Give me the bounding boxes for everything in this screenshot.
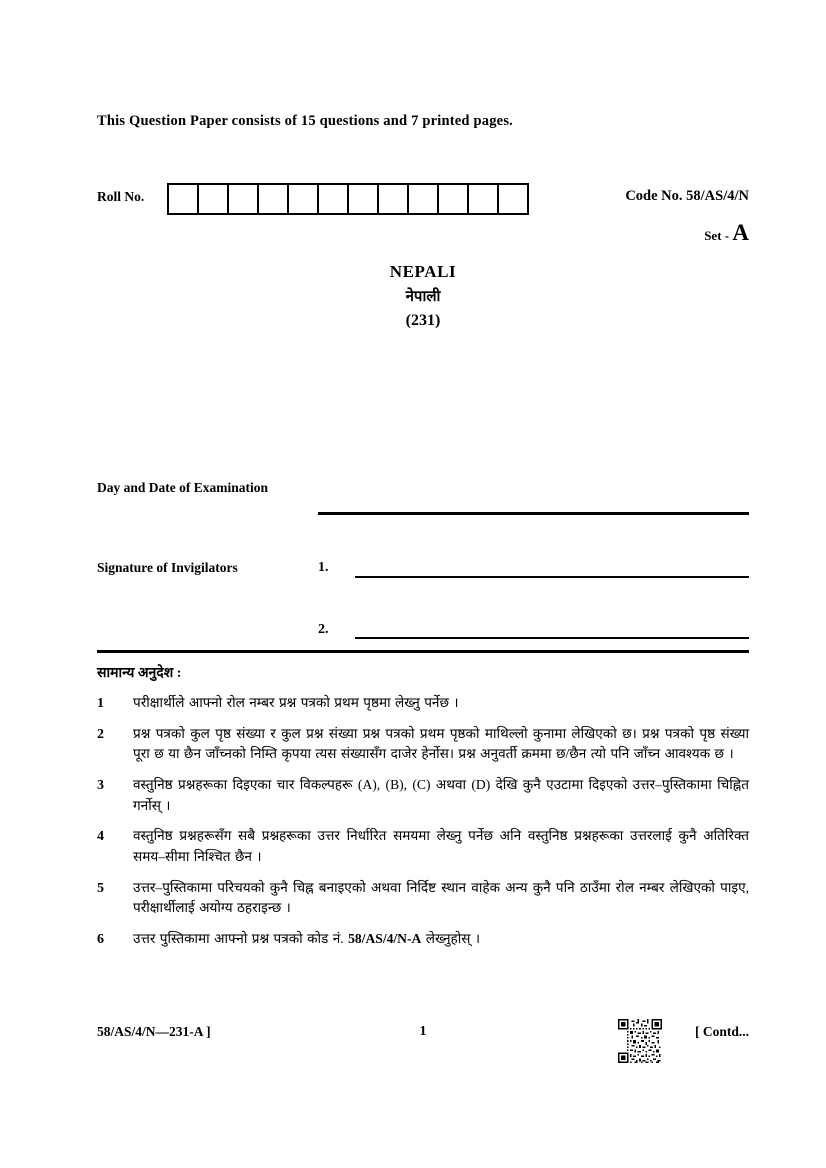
signature-1-number: 1. [318, 560, 329, 575]
signature-2-input-line[interactable] [355, 637, 749, 639]
instruction-item [97, 826, 749, 867]
instruction-number: 5 [97, 880, 104, 896]
qr-code-icon [618, 1019, 662, 1063]
roll-number-cell[interactable] [409, 185, 439, 213]
instruction-number: 3 [97, 777, 104, 793]
instruction-text-before: उत्तर पुस्तिकामा आफ्नो प्रश्न पत्रको कोड नं. [133, 930, 349, 946]
page-content [97, 0, 749, 1168]
instruction-text: वस्तुनिष्ठ प्रश्नहरूसँग सबै प्रश्नहरूका उत्तर निर्धारित समयमा लेख्नु पर्नेछ अनि वस्तुनिष्ठ प्रश्नहरूका उत्तरलाई कुनै अतिरिक्त समय–सीमा निश्चित छैन । [133, 828, 749, 864]
signature-label: Signature of Invigilators [97, 560, 238, 575]
instructions-list [97, 693, 749, 960]
roll-number-cell[interactable] [319, 185, 349, 213]
instruction-number: 1 [97, 696, 104, 711]
roll-number-cell[interactable] [439, 185, 469, 213]
footer-page-number: 1 [419, 1024, 427, 1039]
roll-number-cell[interactable] [229, 185, 259, 213]
instructions-heading: सामान्य अनुदेश : [97, 666, 182, 681]
instruction-item [97, 929, 749, 950]
roll-number-cell[interactable] [289, 185, 319, 213]
day-date-input-line[interactable] [318, 512, 749, 515]
subject-title-nepali: नेपाली [405, 289, 441, 305]
page-footer [97, 1022, 749, 1072]
signature-1-input-line[interactable] [355, 576, 749, 578]
roll-number-cell[interactable] [259, 185, 289, 213]
roll-number-row [97, 183, 749, 245]
instruction-item [97, 878, 749, 919]
instruction-text-with-code [133, 929, 749, 950]
set-letter: A [732, 220, 749, 245]
signature-2-number: 2. [318, 622, 329, 637]
page-count-notice: This Question Paper consists of 15 questions and 7 printed pages. [97, 113, 513, 129]
instruction-item [97, 775, 749, 816]
footer-paper-code: 58/AS/4/N—231-A ] [97, 1024, 211, 1039]
footer-continued-label: [ Contd... [694, 1024, 749, 1039]
instruction-number: 6 [97, 931, 104, 947]
roll-number-cell[interactable] [469, 185, 499, 213]
subject-title-english: NEPALI [389, 262, 457, 281]
roll-number-cell[interactable] [349, 185, 379, 213]
roll-number-cell[interactable] [379, 185, 409, 213]
day-date-label: Day and Date of Examination [97, 480, 269, 495]
instruction-number: 4 [97, 829, 104, 845]
instruction-text: परीक्षार्थीले आफ्नो रोल नम्बर प्रश्न पत्रको प्रथम पृष्ठमा लेख्नु पर्नेछ । [133, 695, 459, 710]
roll-number-cell[interactable] [199, 185, 229, 213]
subject-title-block [97, 262, 749, 330]
roll-number-input[interactable] [167, 183, 529, 215]
instruction-item [97, 724, 749, 765]
code-number: Code No. 58/AS/4/N [625, 188, 749, 204]
subject-code: (231) [405, 312, 441, 329]
instruction-number: 2 [97, 726, 104, 742]
roll-number-cell[interactable] [499, 185, 529, 213]
set-prefix-label: Set - [704, 228, 733, 243]
instruction-item [97, 693, 749, 714]
roll-number-label: Roll No. [97, 189, 145, 204]
instruction-text: वस्तुनिष्ठ प्रश्नहरूका दिइएका चार विकल्पहरू (A), (B), (C) अथवा (D) देखि कुनै एउटामा दिइएको उत्तर–पुस्तिकामा चिह्नित गर्नोस् । [133, 776, 749, 813]
instruction-text-after: लेख्नुहोस् । [421, 930, 481, 946]
instruction-text: प्रश्न पत्रको कुल पृष्ठ संख्या र कुल प्रश्न संख्या प्रश्न पत्रको प्रथम पृष्ठको माथिल्लो कुनामा लेखिएको छ। प्रश्न पत्रको पृष्ठ संख्या पूरा छ या छैन जाँच्नको निम्ति कृपया त्यस संख्यासँग दाजेर हेर्नोस। प्रश्न अनुवर्ती क्रममा छ/छैन त्यो पनि जाँच्न आवश्यक छ । [133, 725, 749, 762]
section-divider [97, 650, 749, 653]
paper-code-value: 58/AS/4/N-A [348, 930, 422, 946]
instruction-text: उत्तर–पुस्तिकामा परिचयको कुनै चिह्न बनाइएको अथवा निर्दिष्ट स्थान वाहेक अन्य कुनै पनि ठाउँमा रोल नम्बर लेखिएको पाइए, परीक्षार्थीलाई अयोग्य ठहराइन्छ । [133, 879, 749, 916]
roll-number-cell[interactable] [169, 185, 199, 213]
set-identifier [704, 221, 749, 244]
